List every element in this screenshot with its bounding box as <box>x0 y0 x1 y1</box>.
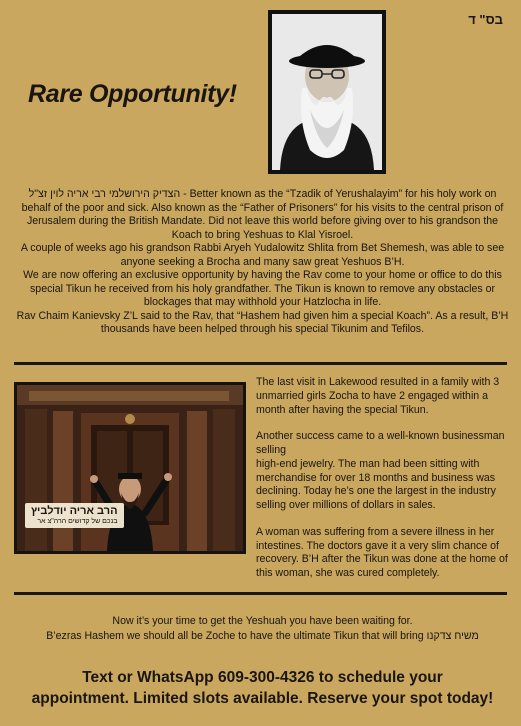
story-paragraph: The last visit in Lakewood resulted in a family with 3 unmarried girls Zocha to have 2 engaged within a month after having the special Tikun. <box>256 376 500 416</box>
cta-line: Text or WhatsApp 609-300-4326 to schedule your <box>82 669 443 686</box>
intro-paragraph: Rav Chaim Kanievsky Z’L said to the Rav, that “Hashem had given him a special Koach”. As a result, B’H thousands have been helped through his special Tikunim and Tefilos. <box>16 309 509 336</box>
call-to-action <box>14 668 511 710</box>
divider-top <box>14 362 507 365</box>
bsd-label: בס" ד <box>468 12 503 27</box>
intro-paragraph: הצדיק הירושלמי רבי אריה לוין זצ"ל - Better known as the “Tzadik of Yerushalayim” for his holy work on behalf of the poor and sick. Also known as the “Father of Prisoners” for his visits to the central prison of Jerusalem during the British Mandate. Did not leave this world before giving over to his grandson the Koach to bring Yeshuas to Klal Yisroel. <box>21 188 504 241</box>
photo-caption <box>25 503 124 528</box>
rabbi-portrait-image <box>268 10 386 174</box>
caption-subtitle: בנכם של קדושים הרה"צ אר <box>37 517 118 525</box>
rabbi-photo <box>14 382 246 554</box>
closing-text <box>14 614 511 645</box>
story-line: Another success came to a well-known businessman selling <box>256 430 505 457</box>
cta-line: appointment. Limited slots available. Reserve your spot today! <box>31 689 494 707</box>
story-line: high-end jewelry. The man had been sitting with merchandise for over 18 months and business was declining. Today he’s one the largest in the industry selling over millions of dollars in sales. <box>256 457 496 512</box>
divider-bottom <box>14 592 507 595</box>
intro-paragraph: We are now offering an exclusive opportunity by having the Rav come to your home or office to do this special Tikun he received from his holy grandfather. The Tikun is known to remove any obstacles or blockages that may withhold your Hatzlocha in life. <box>23 269 502 309</box>
intro-paragraph: A couple of weeks ago his grandson Rabbi Aryeh Yudalowitz Shlita from Bet Shemesh, was able to see anyone seeking a Brocha and many saw great Yeshuos B’H. <box>20 242 505 268</box>
intro-text <box>14 188 511 337</box>
page-title: Rare Opportunity! <box>28 80 237 108</box>
story-paragraph: A woman was suffering from a severe illness in her intestines. The doctors gave it a very slim chance of recovery. B’H after the Tikun was done at the home of this woman, she was cured completely. <box>256 525 508 580</box>
closing-line: B’ezras Hashem we should all be Zoche to have the ultimate Tikun that will bring משיח צדקנו <box>46 630 479 643</box>
closing-line: Now it’s your time to get the Yeshuah you have been waiting for. <box>112 615 413 627</box>
caption-name: הרב אריה יודלביץ <box>31 505 118 517</box>
success-stories <box>256 376 508 594</box>
story-paragraph <box>256 430 508 513</box>
